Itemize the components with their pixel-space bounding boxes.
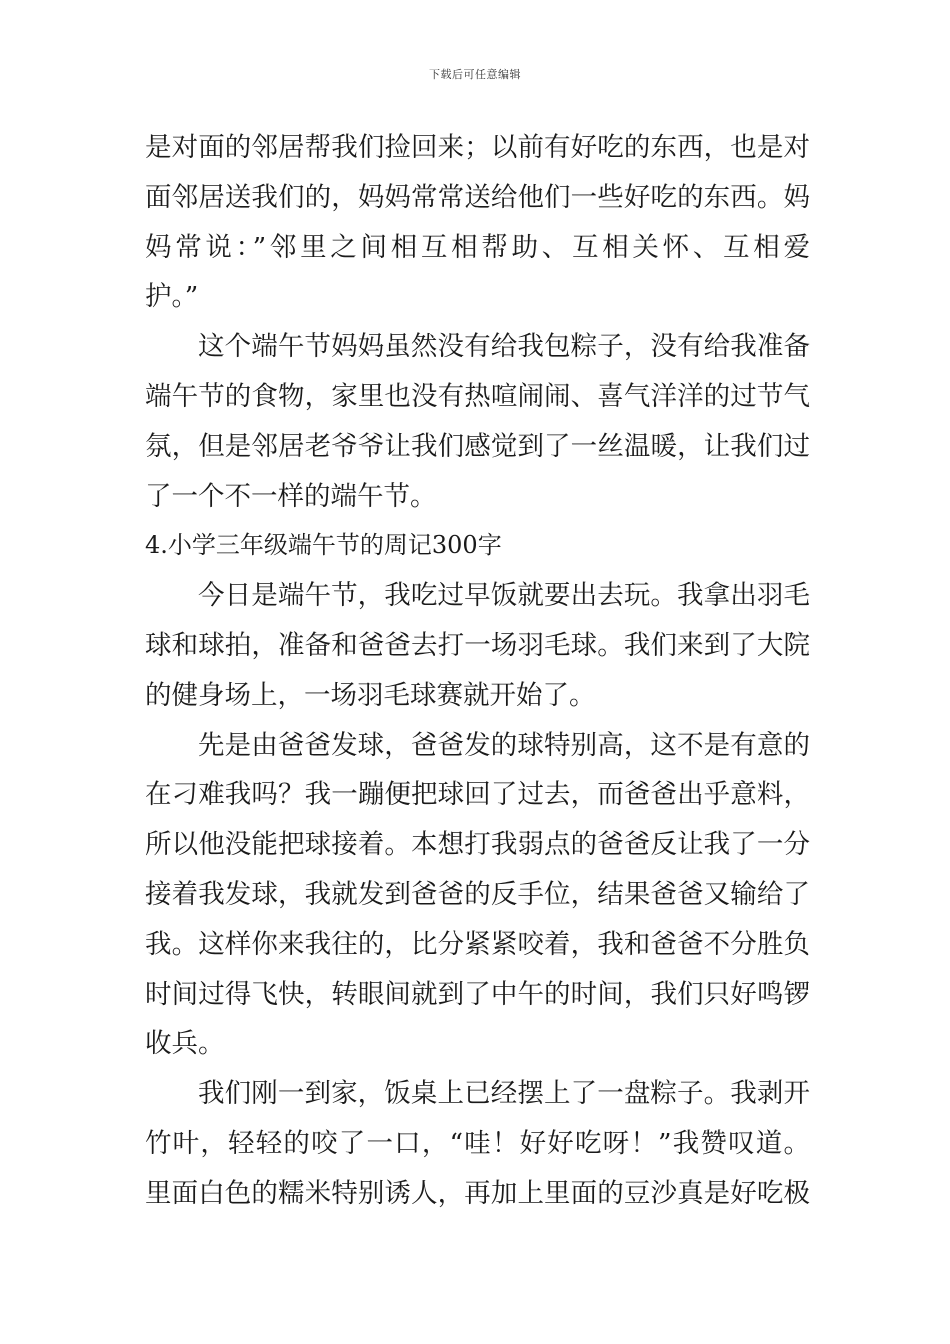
text-line: 接着我发球，我就发到爸爸的反手位，结果爸爸又输给了	[145, 878, 810, 910]
text-line: 面邻居送我们的，妈妈常常送给他们一些好吃的东西。妈	[145, 181, 810, 213]
section-heading: 4.小学三年级端午节的周记300字	[145, 531, 502, 560]
text-line: 先是由爸爸发球，爸爸发的球特别高，这不是有意的	[198, 729, 810, 761]
page-header: 下载后可任意编辑	[429, 68, 521, 81]
text-line: 时间过得飞快，转眼间就到了中午的时间，我们只好鸣锣	[145, 978, 810, 1010]
text-line: 了一个不一样的端午节。	[145, 480, 437, 512]
document-body	[145, 123, 810, 1219]
text-line: 里面白色的糯米特别诱人，再加上里面的豆沙真是好吃极	[145, 1177, 810, 1209]
text-line: 端午节的食物，家里也没有热喧闹闹、喜气洋洋的过节气	[145, 380, 810, 412]
text-line: 氛，但是邻居老爷爷让我们感觉到了一丝温暖，让我们过	[145, 430, 810, 462]
text-line: 的健身场上，一场羽毛球赛就开始了。	[145, 679, 596, 711]
text-line: 所以他没能把球接着。本想打我弱点的爸爸反让我了一分	[145, 829, 810, 861]
text-line: 这个端午节妈妈虽然没有给我包粽子，没有给我准备	[198, 331, 810, 363]
text-line: 是对面的邻居帮我们捡回来；以前有好吃的东西，也是对	[145, 132, 810, 163]
text-line: 今日是端午节，我吃过早饭就要出去玩。我拿出羽毛	[198, 580, 810, 612]
text-line: 球和球拍，准备和爸爸去打一场羽毛球。我们来到了大院	[145, 629, 810, 661]
text-line: 收兵。	[145, 1028, 225, 1060]
text-line: 妈常说：”邻里之间相互相帮助、互相关怀、互相爱	[145, 231, 810, 263]
text-line: 护。”	[145, 281, 199, 313]
text-line: 我。这样你来我往的，比分紧紧咬着，我和爸爸不分胜负	[145, 928, 810, 960]
text-line: 我们刚一到家，饭桌上已经摆上了一盘粽子。我剥开	[198, 1078, 810, 1110]
text-line: 在刁难我吗？我一蹦便把球回了过去，而爸爸出乎意料，	[145, 779, 810, 811]
text-line: 竹叶，轻轻的咬了一口，“哇！好好吃呀！”我赞叹道。	[145, 1127, 810, 1159]
